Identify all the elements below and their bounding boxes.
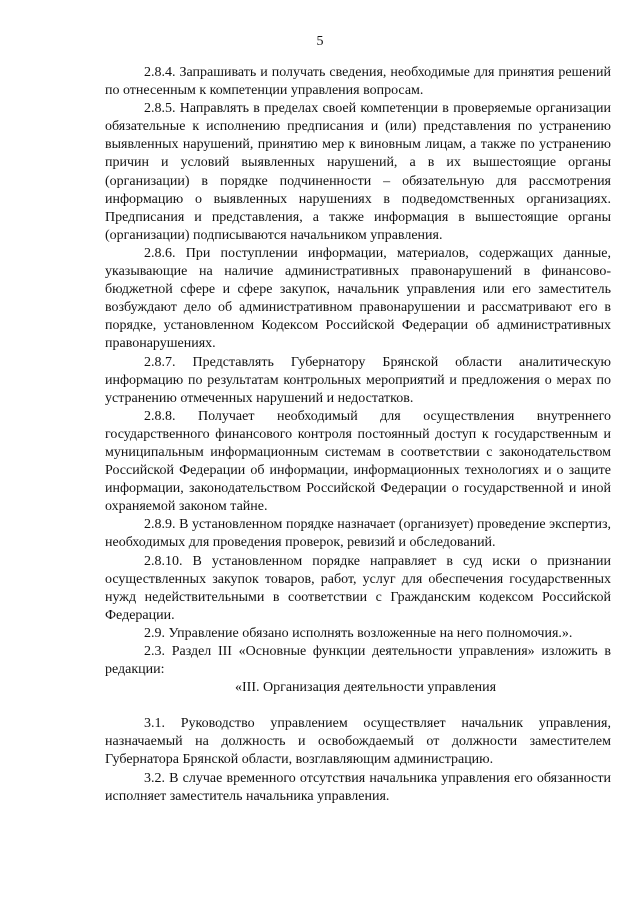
paragraph-2-8-8: 2.8.8. Получает необходимый для осуществления внутреннего государственного финансового контроля постоянный доступ к государственным и муниципальным информационным системам в соответствии с законодательством Российской Федерации об информации, информационных технологиях и о защите информации, законодательством Российской Федерации о государственной и иной охраняемой законом тайне. bbox=[105, 408, 611, 515]
paragraph-2-8-9: 2.8.9. В установленном порядке назначает (организует) проведение экспертиз, необходимых для проведения проверок, ревизий и обследований. bbox=[105, 517, 611, 551]
paragraph-2-8-5: 2.8.5. Направлять в пределах своей компетенции в проверяемые организации обязательные к исполнению предписания и (или) представления по устранению выявленных нарушений, принятию мер к виновным лицам, а также по устранению причин и условий выявленных нарушений, а в их вышестоящие органы (организации) в порядке подчиненности – обязательную для рассмотрения информацию о выявленных нарушениях в подведомственных организациях. Предписания и представления, а также информация в вышестоящие органы (организации) подписываются начальником управления. bbox=[105, 101, 611, 243]
document-body bbox=[105, 64, 611, 806]
paragraph-2-9: 2.9. Управление обязано исполнять возложенные на него полномочия.». bbox=[144, 625, 573, 641]
section-spacer bbox=[105, 697, 611, 715]
paragraph-2-8-6: 2.8.6. При поступлении информации, материалов, содержащих данные, указывающие на наличие административных правонарушений в финансово-бюджетной сфере и сфере закупок, начальник управления или его заместитель возбуждают дело об административном правонарушении и рассматривают его в порядке, установленном Кодексом Российской Федерации об административных правонарушениях. bbox=[105, 245, 611, 352]
paragraph-3-1: 3.1. Руководство управлением осуществляет начальник управления, назначаемый на должность и освобождаемый от должности заместителем Губернатора Брянской области, возглавляющим администрацию. bbox=[105, 716, 611, 768]
paragraph-2-8-10: 2.8.10. В установленном порядке направляет в суд иски о признании осуществленных закупок товаров, работ, услуг для обеспечения государственных нужд недействительными в соответствии с Гражданским кодексом Российской Федерации. bbox=[105, 553, 611, 623]
section-heading: «III. Организация деятельности управления bbox=[235, 680, 497, 696]
paragraph-2-8-7: 2.8.7. Представлять Губернатору Брянской области аналитическую информацию по результатам контрольных мероприятий и предложения о мерах по устранению отмеченных нарушений и недостатков. bbox=[105, 354, 611, 406]
paragraph-2-8-4: 2.8.4. Запрашивать и получать сведения, необходимые для принятия решений по отнесенным к компетенции управления вопросам. bbox=[105, 65, 611, 99]
paragraph-3-2: 3.2. В случае временного отсутствия начальника управления его обязанности исполняет заместитель начальника управления. bbox=[105, 770, 611, 804]
page-number: 5 bbox=[316, 34, 324, 49]
paragraph-2-3: 2.3. Раздел III «Основные функции деятельности управления» изложить в редакции: bbox=[105, 644, 611, 678]
